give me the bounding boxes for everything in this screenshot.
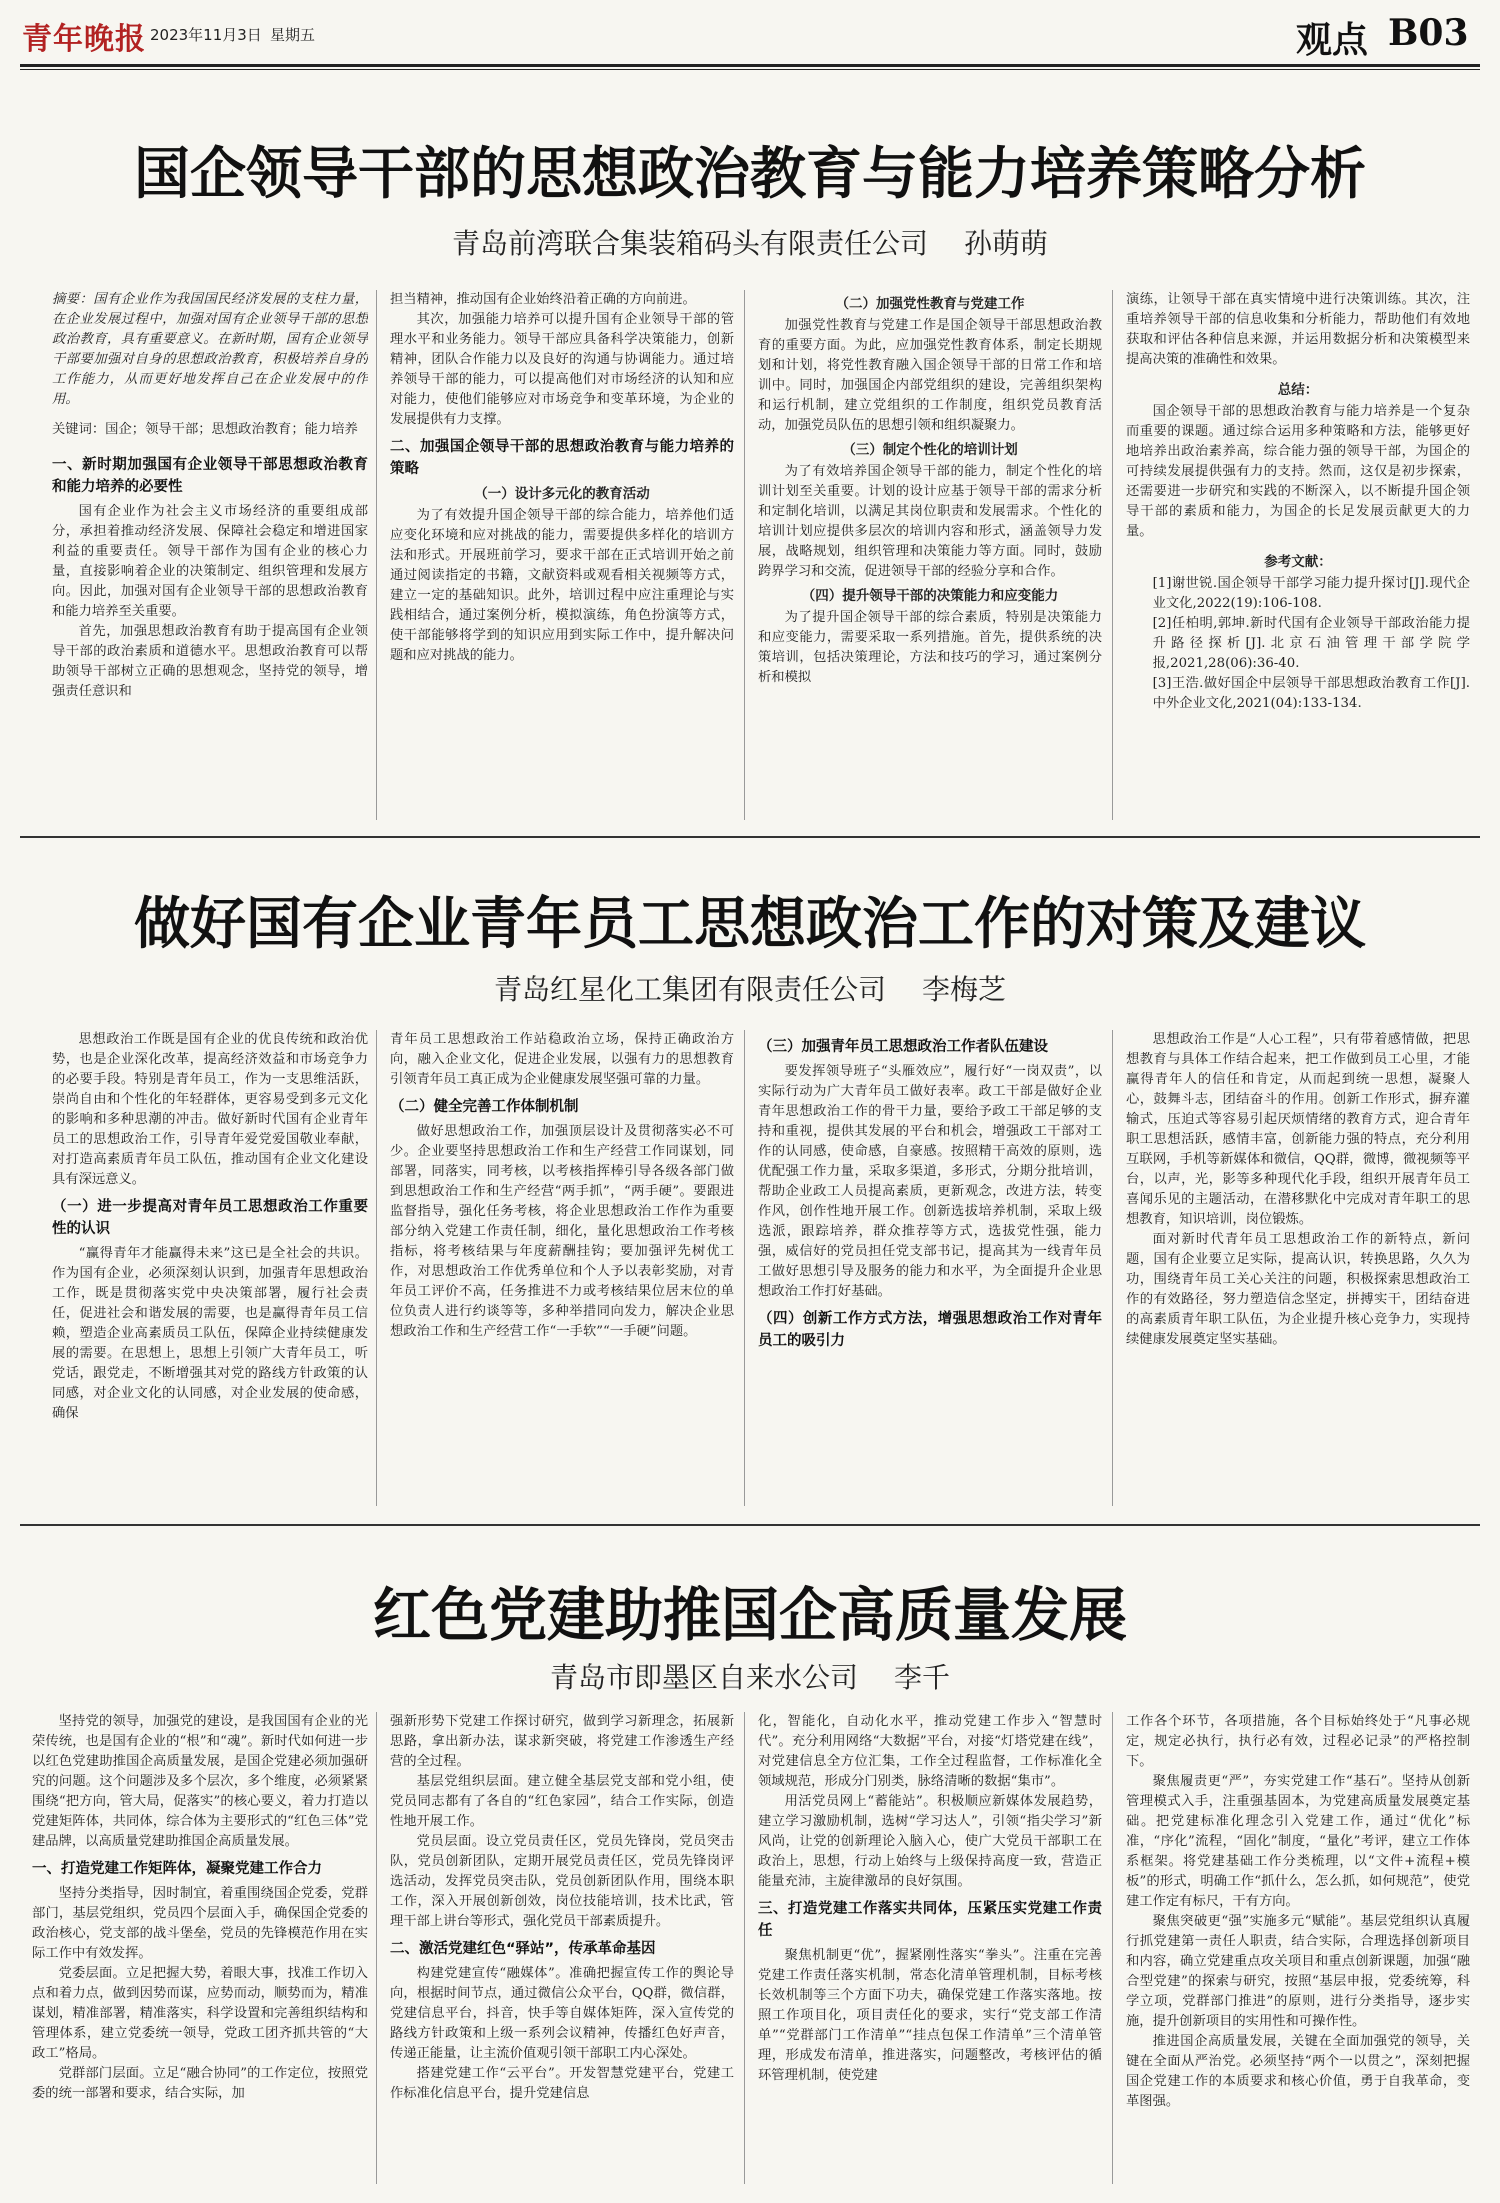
paragraph: 坚持党的领导，加强党的建设，是我国国有企业的光荣传统，也是国有企业的“根”和“魂”。新时代如何进一步以红色党建助推国企高质量发展，是国企党建必须加强研究的问题。这个问题涉及多个层次，多个维度，必须紧紧围绕“把方向，管大局，促落实”的核心要义，着力打造以党建矩阵体，共同体，综合体为主要形式的“红色三体”党建品牌，以高质量党建助推国企高质量发展。 [32,1714,368,1849]
paragraph: 构建党建宣传“融媒体”。准确把握宣传工作的舆论导向，根据时间节点，通过微信公众平台，QQ群，微信群，党建信息平台，抖音，快手等自媒体矩阵，深入宣传党的路线方针政策和上级一系列会议精神，传播红色好声音，传递正能量，让主流价值观引领干部职工内心深处。 [390,1966,734,2061]
paragraph: 搭建党建工作“云平台”。开发智慧党建平台，党建工作标准化信息平台，提升党建信息 [390,2066,734,2101]
article-byline [0,1656,1500,1696]
paragraph: 担当精神，推动国有企业始终沿着正确的方向前进。 [390,292,696,307]
column-divider [1112,290,1113,820]
paragraph: 面对新时代青年员工思想政治工作的新特点，新问题，国有企业要立足实际，提高认识，转换思路，久久为功，围绕青年员工关心关注的问题，积极探索思想政治工作的有效路径，努力塑造信念坚定，拼搏实干，团结奋进的高素质青年职工队伍，为企业提升核心竞争力，实现持续健康发展奠定坚实基础。 [1126,1232,1470,1347]
paragraph: 坚持分类指导，因时制宜，着重围绕国企党委，党群部门，基层党组织，党员四个层面入手，确保国企党委的政治核心，党支部的战斗堡垒，党员的先锋模范作用在实际工作中有效发挥。 [32,1886,368,1961]
keywords: 关键词：国企；领导干部；思想政治教育；能力培养 [52,422,358,437]
paragraph: 国企领导干部的思想政治教育与能力培养是一个复杂而重要的课题。通过综合运用多种策略和方法，能够更好地培养出政治素养高，综合能力强的领导干部，为国企的可持续发展提供强有力的支持。然而，这仅是初步探索，还需要进一步研究和实践的不断深入，以不断提升国企领导干部的素质和能力，为国企的长足发展贡献更大的力量。 [1126,404,1470,539]
newspaper-logo: 青年晚报 [22,22,146,57]
paragraph: 做好思想政治工作，加强顶层设计及贯彻落实必不可少。企业要坚持思想政治工作和生产经营工作同谋划，同部署，同落实，同考核，以考核指挥棒引导各级各部门做到思想政治工作和生产经营“两手抓”，“两手硬”。要跟进监督指导，强化任务考核，将企业思想政治工作作为重要部分纳入党建工作责任制，细化，量化思想政治工作考核指标，将考核结果与年度薪酬挂钩；要加强评先树优工作，对思想政治工作优秀单位和个人予以表彰奖励，对青年员工评价不高，任务推进不力或考核结果位居末位的单位负责人进行约谈等等，多种举措同向发力，解决企业思想政治工作和生产经营工作“一手软”“一手硬”问题。 [390,1124,734,1339]
issue-date: 2023年11月3日 [150,26,262,44]
article-column-2 [390,1712,734,2186]
conclusion-heading: 总结： [1277,382,1319,398]
paragraph: 为了有效提升国企领导干部的综合能力，培养他们适应变化环境和应对挑战的能力，需要提供多样化的培训方法和形式。开展班前学习，要求干部在正式培训开始之前通过阅读指定的书籍，文献资料或观看相关视频等方式，建立一定的基础知识。此外，培训过程中应注重理论与实践相结合，通过案例分析，模拟演练，角色扮演等方式，使干部能够将学到的知识应用到实际工作中，提升解决问题和应对挑战的能力。 [390,508,734,663]
paragraph: 首先，加强思想政治教育有助于提高国有企业领导干部的政治素质和道德水平。思想政治教育可以帮助领导干部树立正确的思想观念，坚持党的领导，增强责任意识和 [52,624,368,699]
section-heading: （一）进一步提高对青年员工思想政治工作重要性的认识 [52,1199,368,1237]
article-column-2 [390,290,734,822]
section-heading: 二、激活党建红色“驿站”，传承革命基因 [390,1941,656,1957]
section-name: 观点 [1296,19,1369,61]
column-divider [744,1712,745,2184]
article-column-3 [758,290,1102,822]
section-heading: 二、加强国企领导干部的思想政治教育与能力培养的策略 [390,439,734,477]
paragraph: 党群部门层面。立足“融合协同”的工作定位，按照党委的统一部署和要求，结合实际，加 [32,2066,368,2101]
paragraph: 思想政治工作既是国有企业的优良传统和政治优势，也是企业深化改革，提高经济效益和市场竞争力的必要手段。特别是青年员工，作为一支思维活跃，崇尚自由和个性化的年轻群体，更容易受到多元文化的影响和多种思潮的冲击。做好新时代国有企业青年员工的思想政治工作，引导青年爱党爱国敬业奉献，对打造高素质青年员工队伍，推动国有企业文化建设具有深远意义。 [52,1032,368,1187]
article-column-4 [1126,1712,1470,2186]
article-column-4 [1126,1030,1470,1508]
subsection-heading: （四）提升领导干部的决策能力和应变能力 [801,588,1059,604]
article-column-1 [32,1712,368,2186]
author-organization: 青岛市即墨区自来水公司 [549,1661,858,1694]
subsection-heading: （三）制定个性化的培训计划 [842,442,1018,458]
paragraph: 强新形势下党建工作探讨研究，做到学习新理念，拓展新思路，拿出新办法，谋求新突破，将党建工作渗透生产经营的全过程。 [390,1714,734,1769]
abstract: 摘要：国有企业作为我国国民经济发展的支柱力量，在企业发展过程中，加强对国有企业领导干部的思想政治教育，具有重要意义。在新时期，国有企业领导干部要加强对自身的思想政治教育，积极培养自身的工作能力，从而更好地发挥自己在企业发展中的作用。 [52,292,368,407]
reference-item: [1]谢世锐.国企领导干部学习能力提升探讨[J].现代企业文化,2022(19):106-108. [1152,576,1470,611]
article-title: 做好国有企业青年员工思想政治工作的对策及建议 [134,891,1366,957]
paragraph: 为了提升国企领导干部的综合素质，特别是决策能力和应变能力，需要采取一系列措施。首先，提供系统的决策培训，包括决策理论，方法和技巧的学习，通过案例分析和模拟 [758,610,1102,685]
paragraph: 要发挥领导班子“头雁效应”，履行好“一岗双责”，以实际行动为广大青年员工做好表率。政工干部是做好企业青年思想政治工作的骨干力量，要给予政工干部足够的支持和重视，提供其发展的平台和机会，增强政工干部对工作的认同感，使命感，自豪感。按照精干高效的原则，选优配强工作力量，采取多渠道，多形式，分期分批培训，帮助企业政工人员提高素质，更新观念，改进方法，转变作风，创作性地开展工作。创新选拔培养机制，采取上级选派，跟踪培养，群众推荐等方式，选拔党性强，能力强，威信好的党员担任党支部书记，提高其为一线青年员工做好思想引导及服务的能力和水平，为全面提升企业思想政治工作打好基础。 [758,1064,1102,1299]
column-divider [376,290,377,820]
section-heading: （三）加强青年员工思想政治工作者队伍建设 [758,1039,1048,1055]
paragraph: 聚焦履责更“严”，夯实党建工作“基石”。坚持从创新管理模式入手，注重强基固本，为党建高质量发展奠定基础。把党建标准化理念引入党建工作，通过“优化”标准，“序化”流程，“固化”制度，“量化”考评，建立工作体系框架。将党建基础工作分类梳理，以“文件+流程+模板”的形式，明确工作“抓什么，怎么抓，如何规范”，使党建工作定有标尺，干有方向。 [1126,1774,1470,1909]
reference-item: [3]王浩.做好国企中层领导干部思想政治教育工作[J].中外企业文化,2021(04):133-134. [1152,676,1470,711]
paragraph: 国有企业作为社会主义市场经济的重要组成部分，承担着推动经济发展、保障社会稳定和增进国家利益的重要责任。领导干部作为国有企业的核心力量，直接影响着企业的决策制定、组织管理和发展方向。因此，加强对国有企业领导干部的思想政治教育和能力培养至关重要。 [52,504,368,619]
section-heading: 一、新时期加强国有企业领导干部思想政治教育和能力培养的必要性 [52,457,368,495]
paragraph: 工作各个环节，各项措施，各个目标始终处于“凡事必规定，规定必执行，执行必有效，过程必记录”的严格控制下。 [1126,1714,1470,1769]
column-divider [744,290,745,820]
page-number: B03 [1388,12,1469,54]
paragraph: “赢得青年才能赢得未来”这已是全社会的共识。作为国有企业，必须深刻认识到，加强青年思想政治工作，既是贯彻落实党中央决策部署，履行社会责任，促进社会和谐发展的需要，也是赢得青年员工信赖，塑造企业高素质员工队伍，保障企业持续健康发展的需要。在思想上，思想上引领广大青年员工，听党话，跟党走，不断增强其对党的路线方针政策的认同感，对企业文化的认同感，对企业发展的使命感，确保 [52,1246,368,1421]
article-byline [0,968,1500,1008]
author-organization: 青岛红星化工集团有限责任公司 [493,973,886,1006]
section-heading: 一、打造党建工作矩阵体，凝聚党建工作合力 [32,1861,322,1877]
paragraph: 聚焦突破更“强”实施多元“赋能”。基层党组织认真履行抓党建第一责任人职责，结合实际，合理选择创新项目和内容，确立党建重点攻关项目和重点创新课题，加强“融合型党建”的探索与研究，按照“基层申报，党委统筹，科学立项，党群部门推进”的原则，进行分类指导，逐步实施，提升创新项目的实用性和可操作性。 [1126,1914,1470,2029]
article-title: 红色党建助推国企高质量发展 [372,1581,1127,1649]
column-divider [744,1030,745,1506]
paragraph: 其次，加强能力培养可以提升国有企业领导干部的管理水平和业务能力。领导干部应具备科学决策能力，创新精神，团队合作能力以及良好的沟通与协调能力。通过培养领导干部的能力，可以提高他们对市场经济的认知和应对能力，使他们能够应对市场竞争和变革环境，为企业的发展提供有力支撑。 [390,312,734,427]
article-separator [20,1524,1480,1526]
article-title: 国企领导干部的思想政治教育与能力培养策略分析 [134,141,1366,207]
author-name: 孙萌萌 [964,227,1049,260]
paragraph: 党委层面。立足把握大势，着眼大事，找准工作切入点和着力点，做到因势而谋，应势而动，顺势而为，精准谋划，精准部署，精准落实，科学设置和完善组织结构和管理体系，建立党委统一领导，党政工团齐抓共管的“大政工”格局。 [32,1966,368,2061]
subsection-heading: （一）设计多元化的教育活动 [474,486,650,502]
paragraph: 用活党员网上“蓄能站”。积极顺应新媒体发展趋势，建立学习激励机制，选树“学习达人”，引领“指尖学习”新风尚，让党的创新理论入脑入心，使广大党员干部职工在政治上，思想，行动上始终与上级保持高度一致，营造正能量充沛，主旋律激昂的良好氛围。 [758,1794,1102,1889]
article-column-1 [52,290,368,822]
column-divider [1112,1030,1113,1506]
article-byline [0,222,1500,262]
masthead-rule-thin [20,69,1480,70]
paragraph: 加强党性教育与党建工作是国企领导干部思想政治教育的重要方面。为此，应加强党性教育体系，制定长期规划和计划，将党性教育融入国企领导干部的日常工作和培训中。同时，加强国企内部党组织的建设，完善组织架构和运行机制，建立党组织的工作制度，组织党员教育活动，加强党员队伍的思想引领和组织凝聚力。 [758,318,1102,433]
paragraph: 推进国企高质量发展，关键在全面加强党的领导，关键在全面从严治党。必须坚持“两个一以贯之”，深刻把握国企党建工作的本质要求和核心价值，勇于自我革命，变革图强。 [1126,2034,1470,2109]
section-heading: 三、打造党建工作落实共同体，压紧压实党建工作责任 [758,1901,1102,1939]
article-column-1 [52,1030,368,1508]
paragraph: 基层党组织层面。建立健全基层党支部和党小组，使党员同志都有了各自的“红色家园”，结合工作实际，创造性地开展工作。 [390,1774,734,1829]
author-name: 李千 [894,1661,951,1694]
paragraph: 青年员工思想政治工作站稳政治立场，保持正确政治方向，融入企业文化，促进企业发展，以强有力的思想教育引领青年员工真正成为企业健康发展坚强可靠的力量。 [390,1032,734,1087]
paragraph: 思想政治工作是“人心工程”，只有带着感情做，把思想教育与具体工作结合起来，把工作做到员工心里，才能赢得青年人的信任和肯定，从而起到统一思想，凝聚人心，鼓舞斗志，团结奋斗的作用。创新工作形式，摒弃灌输式，压迫式等容易引起厌烦情绪的教育方式，迎合青年职工思想活跃，感情丰富，创新能力强的特点，充分利用互联网，手机等新媒体和微信，QQ群，微博，微视频等平台，以声，光，影等多种现代化手段，组织开展青年员工喜闻乐见的主题活动，在潜移默化中完成对青年职工的思想教育，知识培训，岗位锻炼。 [1126,1032,1470,1227]
column-divider [376,1712,377,2184]
paragraph: 党员层面。设立党员责任区，党员先锋岗，党员突击队，党员创新团队，定期开展党员责任区，党员先锋岗评选活动，发挥党员突击队，党员创新团队作用，围绕本职工作，深入开展创新创效，岗位技能培训，技术比武，管理干部上讲台等形式，强化党员干部素质提升。 [390,1834,734,1929]
article-separator [20,836,1480,838]
column-divider [1112,1712,1113,2184]
author-name: 李梅芝 [922,973,1007,1006]
paragraph: 演练，让领导干部在真实情境中进行决策训练。其次，注重培养领导干部的信息收集和分析能力，帮助他们有效地获取和评估各种信息来源，并运用数据分析和决策模型来提高决策的准确性和效果。 [1126,292,1470,367]
article-column-2 [390,1030,734,1508]
issue-weekday: 星期五 [270,26,316,44]
paragraph: 化，智能化，自动化水平，推动党建工作步入“智慧时代”。充分利用网络“大数据”平台，对接“灯塔党建在线”，对党建信息全方位汇集，工作全过程监督，工作标准化全领域规范，形成分门别类，脉络清晰的数据“集市”。 [758,1714,1102,1789]
section-heading: （二）健全完善工作体制机制 [390,1099,579,1115]
article-column-3 [758,1030,1102,1508]
article-column-3 [758,1712,1102,2186]
reference-item: [2]任柏明,郭坤.新时代国有企业领导干部政治能力提升路径探析[J].北京石油管理干部学院学报,2021,28(06):36-40. [1152,616,1470,671]
paragraph: 聚焦机制更“优”，握紧刚性落实“拳头”。注重在完善党建工作责任落实机制，常态化清单管理机制，目标考核长效机制等三个方面下功夫，确保党建工作落实落地。按照工作项目化，项目责任化的要求，实行“党支部工作清单”“党群部门工作清单”“挂点包保工作清单”三个清单管理，形成发布清单，推进落实，问题整改，考核评估的循环管理机制，使党建 [758,1948,1102,2083]
paragraph: 为了有效培养国企领导干部的能力，制定个性化的培训计划至关重要。计划的设计应基于领导干部的需求分析和定制化培训，以满足其岗位职责和发展需求。个性化的培训计划应提供多层次的培训内容和形式，涵盖领导力发展，战略规划，组织管理和决策能力等方面。同时，鼓励跨界学习和交流，促进领导干部的经验分享和合作。 [758,464,1102,579]
article-column-4 [1126,290,1470,822]
subsection-heading: （二）加强党性教育与党建工作 [835,296,1025,312]
column-divider [376,1030,377,1506]
author-organization: 青岛前湾联合集装箱码头有限责任公司 [451,227,928,260]
references-heading: 参考文献： [1264,554,1332,570]
masthead-rule [20,64,1480,67]
section-heading: （四）创新工作方式方法，增强思想政治工作对青年员工的吸引力 [758,1311,1102,1349]
